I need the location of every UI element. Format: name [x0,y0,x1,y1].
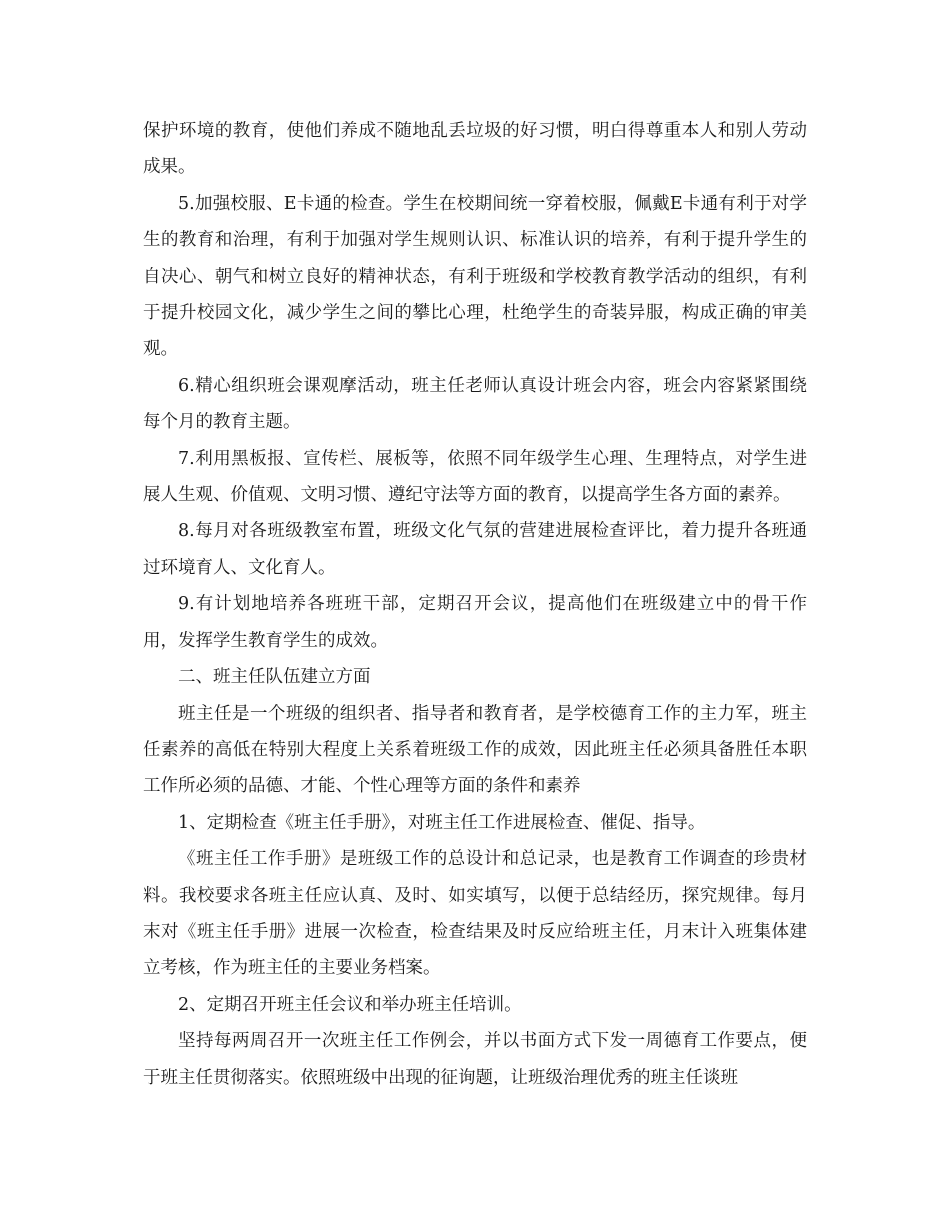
paragraph-3: 6.精心组织班会课观摩活动，班主任老师认真设计班会内容，班会内容紧紧围绕每个月的教育主题。 [143,375,807,433]
paragraph-12: 坚持每两周召开一次班主任工作例会，并以书面方式下发一周德育工作要点，便于班主任贯彻落实。依照班级中出现的征询题，让班级治理优秀的班主任谈班 [143,1031,807,1088]
paragraph-11: 2、定期召开班主任会议和举办班主任培训。 [178,994,522,1015]
document-page [143,113,807,1096]
paragraph-5: 8.每月对各班级教室布置，班级文化气氛的营建进展检查评比，着力提升各班通过环境育人、文化育人。 [143,521,807,578]
paragraph-4: 7.利用黑板报、宣传栏、展板等，依照不同年级学生心理、生理特点，对学生进展人生观、价值观、文明习惯、遵纪守法等方面的教育，以提高学生各方面的素养。 [143,448,807,506]
paragraph-8: 班主任是一个班级的组织者、指导者和教育者，是学校德育工作的主力军，班主任素养的高低在特别大程度上关系着班级工作的成效，因此班主任必须具备胜任本职工作所必须的品德、才能、个性心理等方面的条件和素养 [143,703,807,797]
paragraph-9: 1、定期检查《班主任手册》，对班主任工作进展检查、催促、指导。 [178,812,706,833]
paragraph-1: 保护环境的教育，使他们养成不随地乱丢垃圾的好习惯，明白得尊重本人和别人劳动成果。 [143,121,807,178]
section-heading: 二、班主任队伍建立方面 [178,667,371,688]
paragraph-6: 9.有计划地培养各班班干部，定期召开会议，提高他们在班级建立中的骨干作用，发挥学生教育学生的成效。 [143,594,807,651]
paragraph-2: 5.加强校服、E卡通的检查。学生在校期间统一穿着校服，佩戴E卡通有利于对学生的教育和治理，有利于加强对学生规则认识、标准认识的培养，有利于提升学生的自决心、朝气和树立良好的精神状态，有利于班级和学校教育教学活动的组织，有利于提升校园文化，减少学生之间的攀比心理，杜绝学生的奇装异服，构成正确的审美观。 [143,193,807,360]
paragraph-10: 《班主任工作手册》是班级工作的总设计和总记录，也是教育工作调查的珍贵材料。我校要求各班主任应认真、及时、如实填写，以便于总结经历，探究规律。每月末对《班主任手册》进展一次检查，检查结果及时反应给班主任，月末计入班集体建立考核，作为班主任的主要业务档案。 [143,849,807,979]
